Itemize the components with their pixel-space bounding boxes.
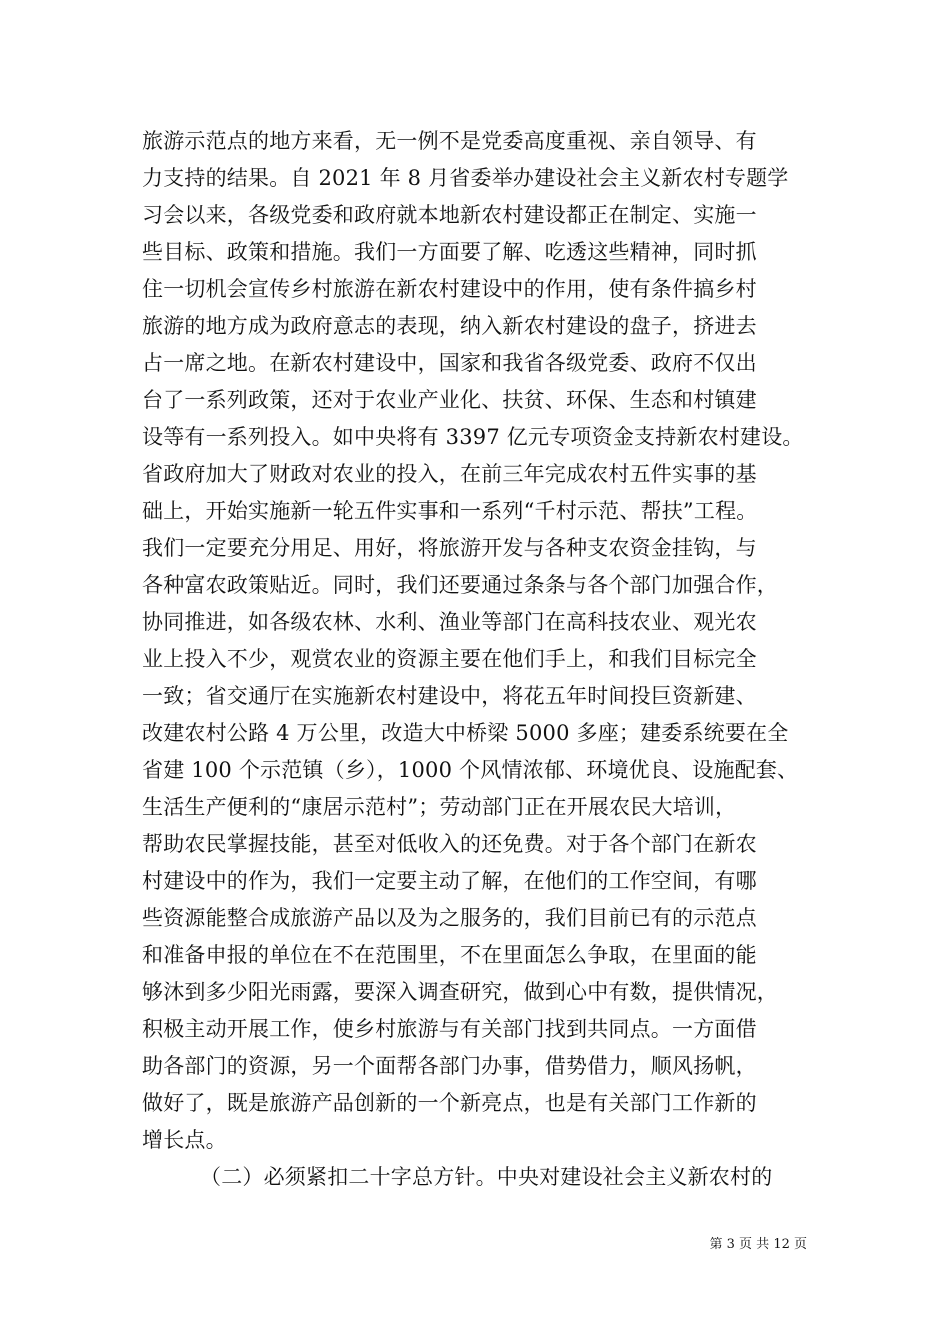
body-line: 力支持的结果。自 2021 年 8 月省委举办建设社会主义新农村专题学 <box>142 166 789 190</box>
body-line: 助各部门的资源，另一个面帮各部门办事，借势借力，顺风扬帆， <box>142 1054 757 1078</box>
body-line: 村建设中的作为，我们一定要主动了解，在他们的工作空间，有哪 <box>142 869 757 893</box>
page-number: 第 3 页 共 12 页 <box>709 1237 807 1252</box>
body-line: 习会以来，各级党委和政府就本地新农村建设都正在制定、实施一 <box>142 203 757 227</box>
body-line: 帮助农民掌握技能，甚至对低收入的还免费。对于各个部门在新农 <box>142 832 757 856</box>
body-line: 些资源能整合成旅游产品以及为之服务的，我们目前已有的示范点 <box>142 906 757 930</box>
body-line: 协同推进，如各级农林、水利、渔业等部门在高科技农业、观光农 <box>142 610 757 634</box>
body-line: 占一席之地。在新农村建设中，国家和我省各级党委、政府不仅出 <box>142 351 757 375</box>
body-line: 一致；省交通厅在实施新农村建设中，将花五年时间投巨资新建、 <box>142 684 757 708</box>
body-line: 改建农村公路 4 万公里，改造大中桥梁 5000 多座；建委系统要在全 <box>142 721 789 745</box>
body-line: 生活生产便利的“康居示范村”；劳动部门正在开展农民大培训， <box>142 795 737 819</box>
body-line: 设等有一系列投入。如中央将有 3397 亿元专项资金支持新农村建设。 <box>142 425 804 449</box>
body-line: 台了一系列政策，还对于农业产业化、扶贫、环保、生态和村镇建 <box>142 388 757 412</box>
body-line: 积极主动开展工作，使乡村旅游与有关部门找到共同点。一方面借 <box>142 1017 757 1041</box>
body-line: 增长点。 <box>142 1128 227 1152</box>
body-line: 够沐到多少阳光雨露，要深入调查研究，做到心中有数，提供情况， <box>142 980 778 1004</box>
body-line: 各种富农政策贴近。同时，我们还要通过条条与各个部门加强合作， <box>142 573 778 597</box>
body-line: 住一切机会宣传乡村旅游在新农村建设中的作用，使有条件搞乡村 <box>142 277 757 301</box>
body-line: 省建 100 个示范镇（乡），1000 个风情浓郁、环境优良、设施配套、 <box>142 758 799 782</box>
body-line: 我们一定要充分用足、用好，将旅游开发与各种支农资金挂钩，与 <box>142 536 757 560</box>
body-line: 和准备申报的单位在不在范围里，不在里面怎么争取，在里面的能 <box>142 943 757 967</box>
body-line: 旅游的地方成为政府意志的表现，纳入新农村建设的盘子，挤进去 <box>142 314 757 338</box>
body-line: 些目标、政策和措施。我们一方面要了解、吃透这些精神，同时抓 <box>142 240 757 264</box>
body-line: 础上，开始实施新一轮五件实事和一系列“千村示范、帮扶”工程。 <box>142 499 758 523</box>
body-line: 业上投入不少，观赏农业的资源主要在他们手上，和我们目标完全 <box>142 647 757 671</box>
section-heading-line: （二）必须紧扣二十字总方针。中央对建设社会主义新农村的 <box>200 1165 773 1189</box>
body-line: 做好了，既是旅游产品创新的一个新亮点，也是有关部门工作新的 <box>142 1091 757 1115</box>
body-line: 省政府加大了财政对农业的投入，在前三年完成农村五件实事的基 <box>142 462 757 486</box>
body-line: 旅游示范点的地方来看，无一例不是党委高度重视、亲自领导、有 <box>142 129 757 153</box>
